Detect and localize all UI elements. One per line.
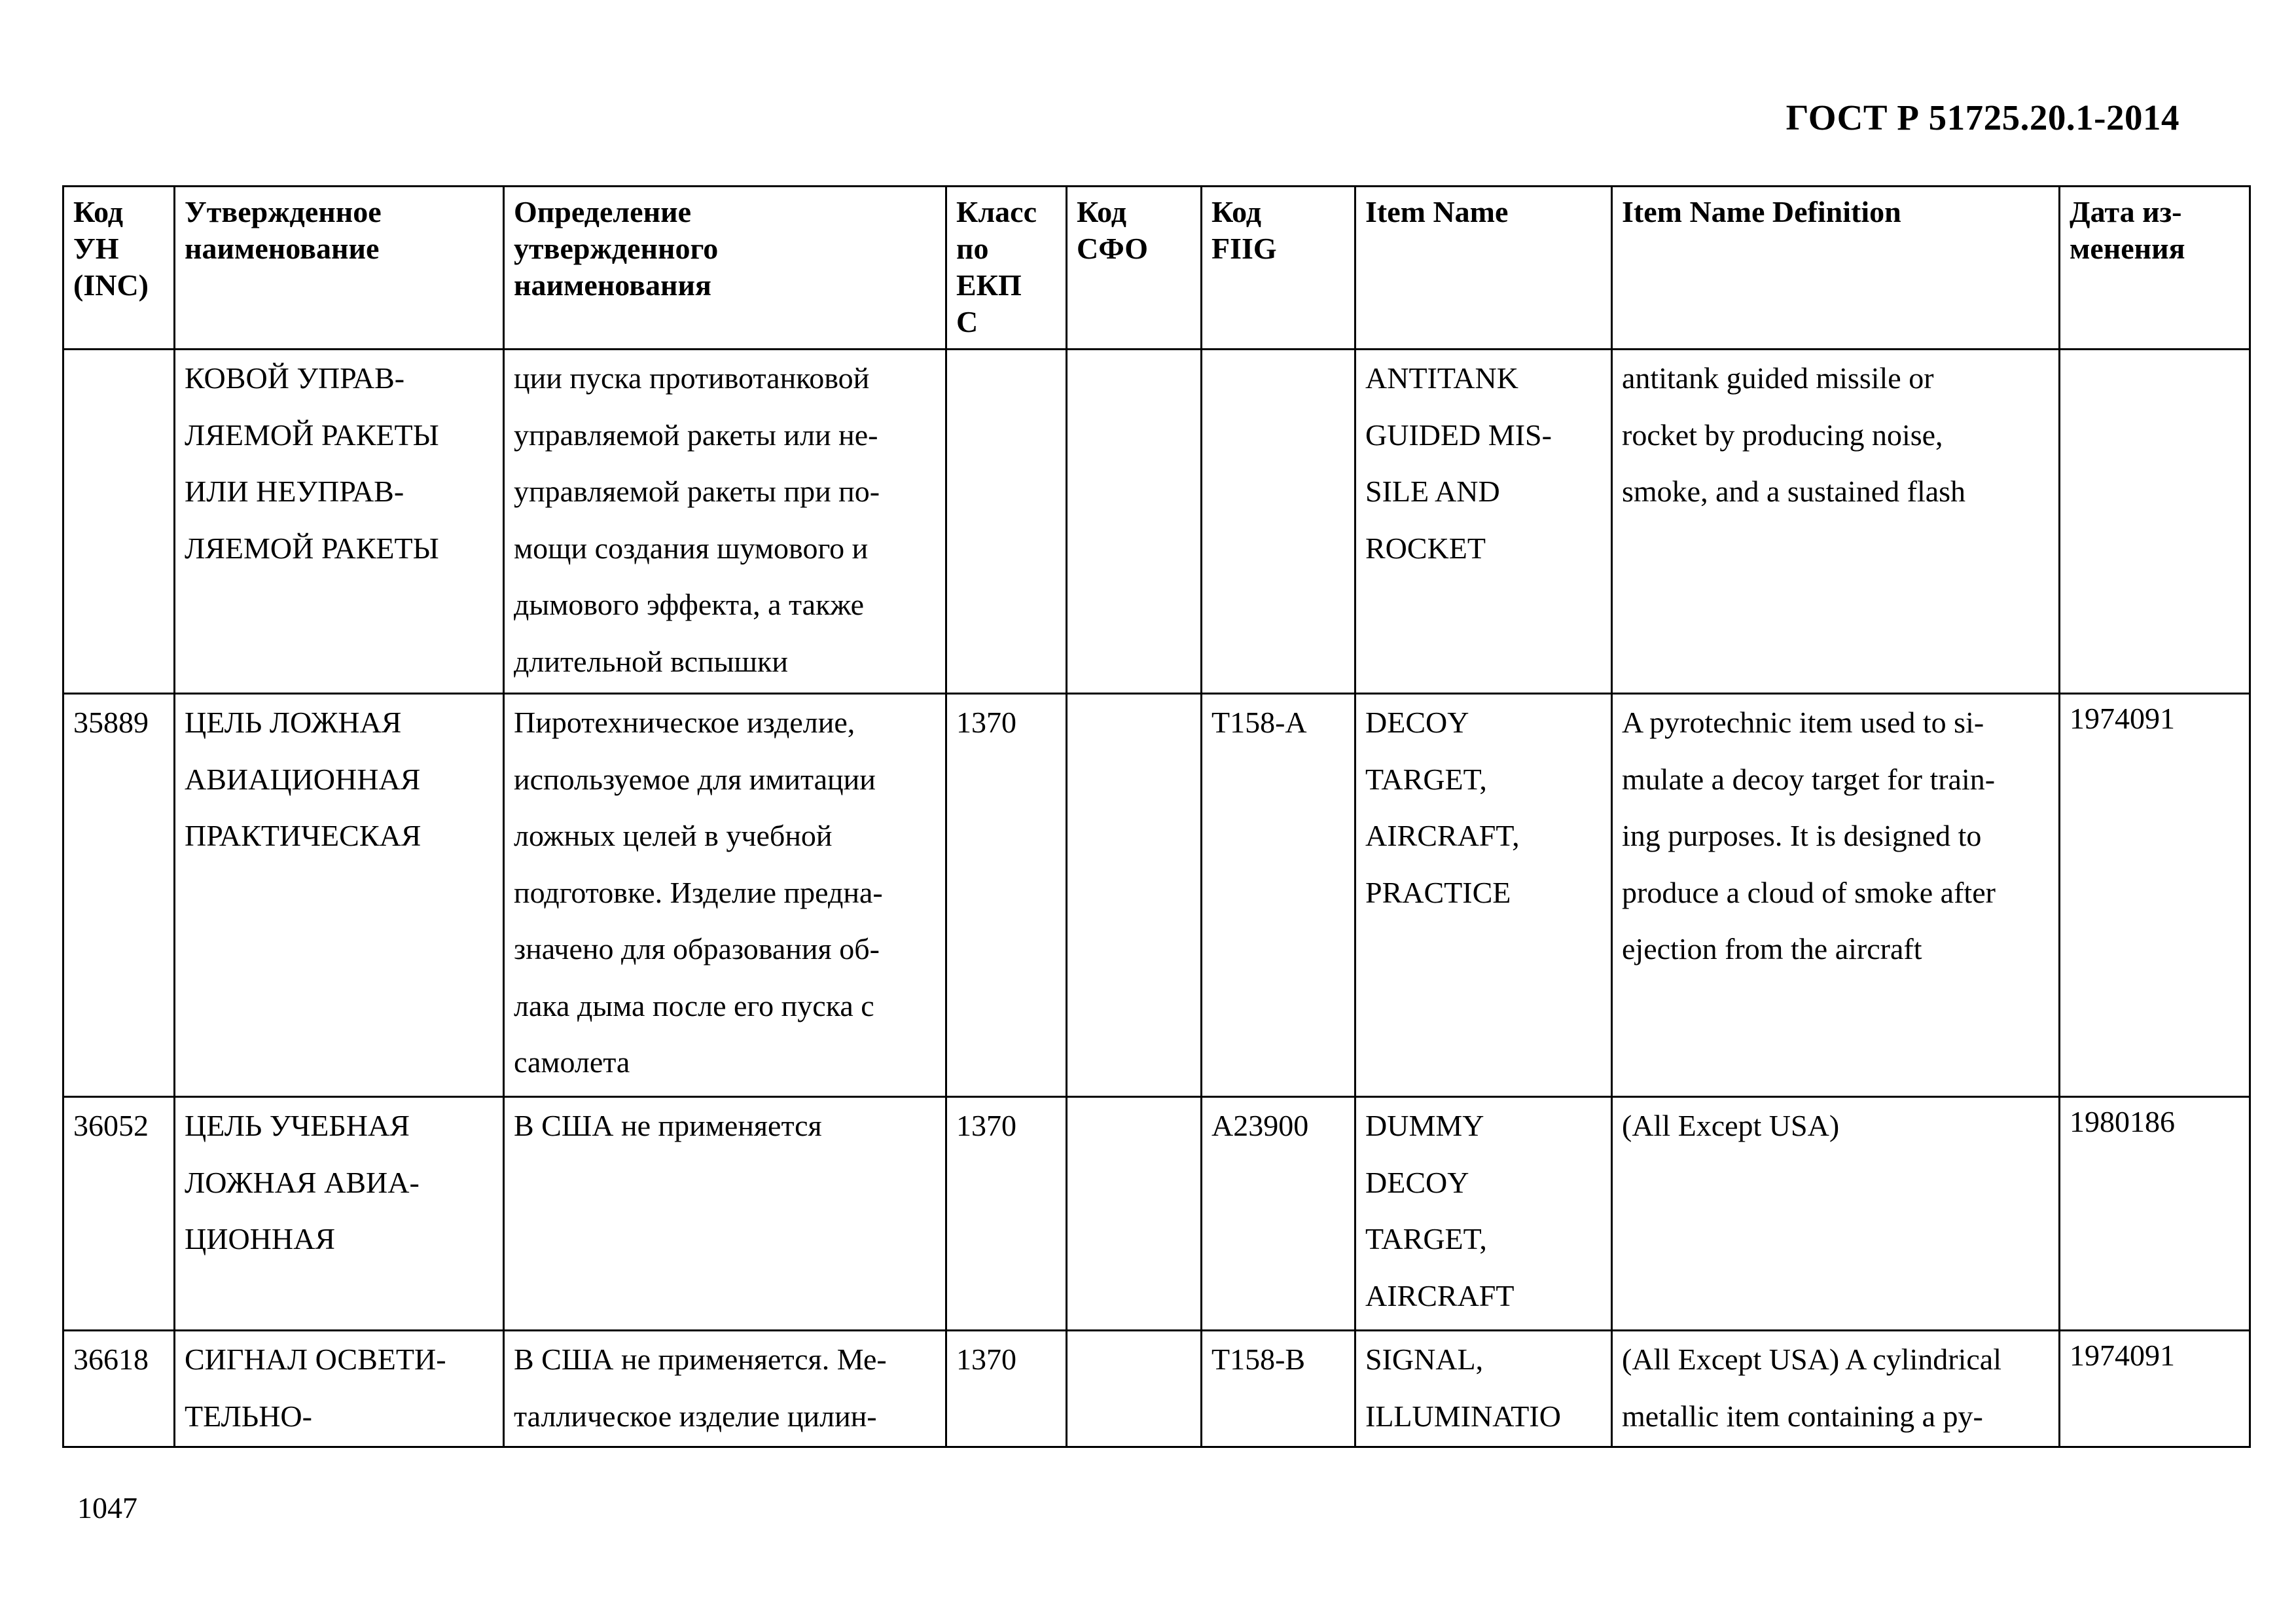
cell-item-name-definition: antitank guided missile or rocket by producing noise, smoke, and a sustained flash xyxy=(1612,350,2060,694)
page-number: 1047 xyxy=(77,1491,137,1525)
column-header-definition: Определение утвержденного наименования xyxy=(504,187,946,350)
cell-inc xyxy=(63,350,175,694)
document-code: ГОСТ Р 51725.20.1-2014 xyxy=(1785,98,2179,137)
cell-definition: В США не применяется xyxy=(504,1097,946,1331)
column-header-sfo: Код СФО xyxy=(1067,187,1202,350)
cell-class: 1370 xyxy=(946,1331,1067,1447)
column-header-inc: Код УН (INC) xyxy=(63,187,175,350)
cell-item-name-definition: A pyrotechnic item used to si- mulate a decoy target for train- ing purposes. It is designed to produce a cloud of smoke after ejection from the aircraft xyxy=(1612,694,2060,1097)
cell-fiig xyxy=(1202,350,1355,694)
column-header-item-name: Item Name xyxy=(1355,187,1612,350)
cell-sfo xyxy=(1067,1097,1202,1331)
cell-sfo xyxy=(1067,694,1202,1097)
cell-date xyxy=(2060,350,2250,694)
cell-approved-name: КОВОЙ УПРАВ- ЛЯЕМОЙ РАКЕТЫ ИЛИ НЕУПРАВ- ЛЯЕМОЙ РАКЕТЫ xyxy=(175,350,504,694)
column-header-item-name-definition: Item Name Definition xyxy=(1612,187,2060,350)
cell-class: 1370 xyxy=(946,694,1067,1097)
column-header-fiig: Код FIIG xyxy=(1202,187,1355,350)
table-row xyxy=(63,350,2250,694)
cell-inc: 36052 xyxy=(63,1097,175,1331)
cell-item-name-definition: (All Except USA) xyxy=(1612,1097,2060,1331)
cell-date: 1980186 xyxy=(2060,1097,2250,1331)
cell-fiig: A23900 xyxy=(1202,1097,1355,1331)
cell-item-name: ANTITANK GUIDED MIS- SILE AND ROCKET xyxy=(1355,350,1612,694)
cell-date: 1974091 xyxy=(2060,694,2250,1097)
table-row xyxy=(63,1331,2250,1447)
cell-fiig: T158-B xyxy=(1202,1331,1355,1447)
column-header-approved-name: Утвержденное наименование xyxy=(175,187,504,350)
cell-date: 1974091 xyxy=(2060,1331,2250,1447)
cell-approved-name: ЦЕЛЬ УЧЕБНАЯ ЛОЖНАЯ АВИА- ЦИОННАЯ xyxy=(175,1097,504,1331)
cell-item-name-definition: (All Except USA) A cylindrical metallic item containing a py- xyxy=(1612,1331,2060,1447)
column-header-date: Дата из- менения xyxy=(2060,187,2250,350)
item-name-table xyxy=(62,185,2251,1448)
cell-definition: ции пуска противотанковой управляемой ракеты или не- управляемой ракеты при по- мощи создания шумового и дымового эффекта, а также длительной вспышки xyxy=(504,350,946,694)
table-header-row xyxy=(63,187,2250,350)
cell-inc: 35889 xyxy=(63,694,175,1097)
cell-inc: 36618 xyxy=(63,1331,175,1447)
table-row xyxy=(63,694,2250,1097)
cell-definition: Пиротехническое изделие, используемое для имитации ложных целей в учебной подготовке. Изделие предна- значено для образования об- лака дыма после его пуска с самолета xyxy=(504,694,946,1097)
cell-approved-name: ЦЕЛЬ ЛОЖНАЯ АВИАЦИОННАЯ ПРАКТИЧЕСКАЯ xyxy=(175,694,504,1097)
cell-fiig: T158-A xyxy=(1202,694,1355,1097)
cell-sfo xyxy=(1067,350,1202,694)
cell-class: 1370 xyxy=(946,1097,1067,1331)
cell-sfo xyxy=(1067,1331,1202,1447)
column-header-class: Класс по ЕКП С xyxy=(946,187,1067,350)
cell-approved-name: СИГНАЛ ОСВЕТИ- ТЕЛЬНО- xyxy=(175,1331,504,1447)
cell-item-name: DECOY TARGET, AIRCRAFT, PRACTICE xyxy=(1355,694,1612,1097)
cell-item-name: DUMMY DECOY TARGET, AIRCRAFT xyxy=(1355,1097,1612,1331)
cell-definition: В США не применяется. Ме- таллическое изделие цилин- xyxy=(504,1331,946,1447)
cell-class xyxy=(946,350,1067,694)
table-row xyxy=(63,1097,2250,1331)
cell-item-name: SIGNAL, ILLUMINATIO xyxy=(1355,1331,1612,1447)
